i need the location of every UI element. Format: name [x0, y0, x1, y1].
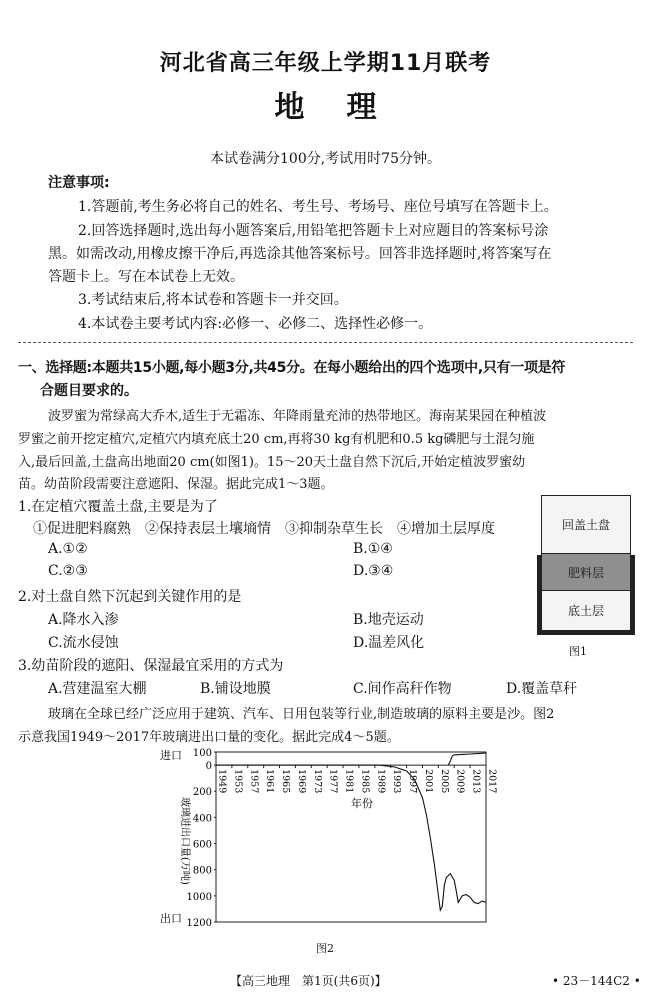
- q3-option-a[interactable]: A.营建温室大棚: [48, 681, 147, 697]
- exam-title: 河北省高三年级上学期11月联考: [159, 51, 492, 76]
- x-tick-label: 2009: [454, 769, 466, 794]
- q3-option-d[interactable]: D.覆盖草秆: [506, 681, 578, 697]
- passage-line: 示意我国1949～2017年玻璃进出口量的变化。据此完成4～5题。: [18, 730, 400, 745]
- x-axis-ticks: [216, 765, 498, 793]
- layer-label: 肥料层: [567, 565, 604, 580]
- x-tick-label: 2001: [422, 769, 434, 794]
- question-1-stem: 1.在定植穴覆盖土盘,主要是为了: [18, 499, 218, 515]
- q1-option-a[interactable]: A.①②: [48, 541, 88, 557]
- divider: [18, 342, 633, 343]
- y-tick-label: 400: [192, 813, 212, 825]
- passage-line: 玻璃在全球已经广泛应用于建筑、汽车、日用包装等行业,制造玻璃的原料主要是沙。图2: [48, 707, 555, 722]
- figure-1-soil-layers: [541, 495, 631, 631]
- figure-1-caption: 图1: [569, 645, 587, 658]
- subject-title: 地理: [274, 90, 419, 125]
- question-1-statements: ①促进肥料腐熟 ②保持表层土壤墒情 ③抑制杂草生长 ④增加土层厚度: [33, 521, 495, 537]
- x-tick-label: 1993: [391, 769, 403, 794]
- layer-subsoil: [541, 591, 631, 631]
- y-tick-label: 600: [192, 839, 212, 851]
- y-tick-label: 100: [192, 748, 212, 759]
- x-tick-label: 2013: [470, 769, 482, 794]
- pit-floor: [537, 631, 635, 635]
- passage-line: 苗。幼苗阶段需要注意遮阳、保湿。据此完成1～3题。: [18, 477, 334, 492]
- layer-topsoil-cover: [541, 495, 631, 553]
- x-tick-label: 1985: [359, 769, 371, 794]
- x-tick-label: 1949: [216, 769, 228, 794]
- x-tick-label: 1981: [343, 769, 355, 794]
- question-2-stem: 2.对土盘自然下沉起到关键作用的是: [18, 589, 242, 605]
- figure-2-chart: [150, 745, 500, 935]
- y-tick-label: 800: [192, 865, 212, 877]
- x-tick-label: 1997: [407, 769, 419, 794]
- pit-wall-left: [537, 555, 541, 631]
- section-heading: 一、选择题:本题共15小题,每小题3分,共45分。在每小题给出的四个选项中,只有一项是符: [18, 360, 566, 376]
- notice-line: 答题卡上。写在本试卷上无效。: [48, 269, 244, 285]
- q1-option-c[interactable]: C.②③: [48, 563, 88, 579]
- import-series-line: [448, 753, 486, 765]
- exam-info: 本试卷满分100分,考试用时75分钟。: [210, 151, 441, 167]
- x-tick-label: 1953: [232, 769, 244, 794]
- x-tick-label: 1957: [248, 769, 260, 794]
- section-heading-cont: 合题目要求的。: [40, 383, 138, 399]
- export-label: 出口: [160, 912, 182, 925]
- q3-option-c[interactable]: C.间作高秆作物: [353, 681, 452, 697]
- footer-page-info: 【高三地理 第1页(共6页)】: [230, 974, 387, 988]
- x-tick-label: 2017: [486, 769, 498, 794]
- notice-line: 4.本试卷主要考试内容:必修一、必修二、选择性必修一。: [78, 316, 433, 332]
- passage-line: 波罗蜜为常绿高大乔木,适生于无霜冻、年降雨量充沛的热带地区。海南某果园在种植波: [48, 409, 547, 424]
- x-tick-label: 1989: [375, 769, 387, 794]
- layer-label: 底土层: [567, 604, 604, 618]
- figure-2-caption: 图2: [316, 942, 334, 955]
- pit-wall-right: [631, 555, 635, 631]
- passage-line: 入,最后回盖,土盘高出地面20 cm(如图1)。15～20天土盘自然下沉后,开始定植波罗蜜幼: [18, 455, 526, 470]
- x-tick-label: 1969: [295, 769, 307, 794]
- y-tick-label: 1000: [186, 891, 212, 903]
- notice-line: 2.回答选择题时,选出每小题答案后,用铅笔把答题卡上对应题目的答案标号涂: [78, 223, 549, 239]
- layer-label: 回盖土盘: [561, 518, 610, 532]
- q1-option-d[interactable]: D.③④: [353, 563, 394, 579]
- import-label: 进口: [160, 749, 182, 762]
- x-tick-label: 1977: [327, 769, 339, 794]
- notice-line: 1.答题前,考生务必将自己的姓名、考生号、考场号、座位号填写在答题卡上。: [78, 199, 558, 215]
- q1-option-b[interactable]: B.①④: [353, 541, 393, 557]
- notice-line: 3.考试结束后,将本试卷和答题卡一并交回。: [78, 292, 348, 308]
- x-tick-label: 1961: [264, 769, 276, 794]
- footer-code: • 23－144C2 •: [552, 974, 641, 988]
- y-tick-label: 0: [205, 761, 212, 773]
- x-axis-title: 年份: [351, 797, 373, 811]
- q2-option-b[interactable]: B.地壳运动: [353, 612, 424, 628]
- x-tick-label: 1973: [311, 769, 323, 794]
- notice-heading: 注意事项:: [48, 175, 110, 191]
- y-tick-label: 1200: [186, 918, 212, 929]
- question-3-stem: 3.幼苗阶段的遮阳、保湿最宜采用的方式为: [18, 658, 284, 674]
- passage-line: 罗蜜之前开挖定植穴,定植穴内填充底土20 cm,再将30 kg有机肥和0.5 kg磷肥与土混匀施: [18, 432, 535, 447]
- x-tick-label: 1965: [280, 769, 292, 794]
- y-tick-label: 200: [192, 787, 212, 799]
- x-tick-label: 2005: [438, 769, 450, 794]
- y-axis-title: 玻璃进出口量(万吨): [179, 797, 190, 885]
- q3-option-b[interactable]: B.铺设地膜: [200, 681, 271, 697]
- q2-option-c[interactable]: C.流水侵蚀: [48, 635, 119, 651]
- q2-option-d[interactable]: D.温差风化: [353, 635, 425, 651]
- q2-option-a[interactable]: A.降水入渗: [48, 612, 119, 628]
- notice-line: 黑。如需改动,用橡皮擦干净后,再选涂其他答案标号。回答非选择题时,将答案写在: [48, 246, 552, 262]
- layer-fertilizer: [541, 553, 631, 591]
